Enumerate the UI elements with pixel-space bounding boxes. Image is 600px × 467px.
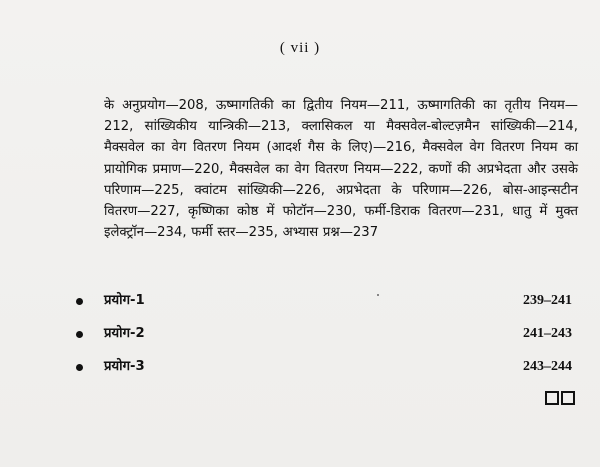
- toc-entry-pages: 241–243: [523, 326, 572, 341]
- toc-entry-pages: 239–241: [523, 293, 572, 308]
- page-number: ( vii ): [279, 40, 321, 56]
- bullet-icon: [76, 298, 83, 305]
- toc-entry-label: प्रयोग-1: [104, 293, 145, 308]
- toc-entry-pages: 243–244: [523, 359, 572, 374]
- end-of-section-mark: [545, 391, 575, 405]
- square-icon: [545, 391, 559, 405]
- contents-paragraph: के अनुप्रयोग—208, ऊष्मागतिकी का द्वितीय नियम—211, ऊष्मागतिकी का तृतीय नियम—212, सांख्यिकीय यान्त्रिकी—213, क्लासिकल या मैक्सवेल-बोल्टज़मैन सांख्यिकी—214, मैक्सवेल का वेग वितरण नियम (आदर्श गैस के लिए)—216, मैक्सवेल वेग वितरण नियम का प्रायोगिक प्रमाण—220, मैक्सवेल का वेग वितरण नियम—222, कणों की अप्रभेदता और उसके परिणाम—225, क्वांटम सांख्यिकी—226, अप्रभेदता के परिणाम—226, बोस-आइन्सटीन वितरण—227, कृष्णिका कोष्ठ में फोटॉन—230, फर्मी-डिराक वितरण—231, धातु में मुक्त इलेक्ट्रॉन—234, फर्मी स्तर—235, अभ्यास प्रश्न—237: [104, 98, 578, 241]
- bullet-icon: [76, 364, 83, 371]
- toc-entry: [0, 291, 600, 313]
- toc-entry-label: प्रयोग-2: [104, 326, 145, 341]
- square-icon: [561, 391, 575, 405]
- bullet-icon: [76, 331, 83, 338]
- toc-entry-label: प्रयोग-3: [104, 359, 145, 374]
- print-speck: [377, 294, 379, 296]
- toc-entry: [0, 357, 600, 379]
- toc-entry: [0, 324, 600, 346]
